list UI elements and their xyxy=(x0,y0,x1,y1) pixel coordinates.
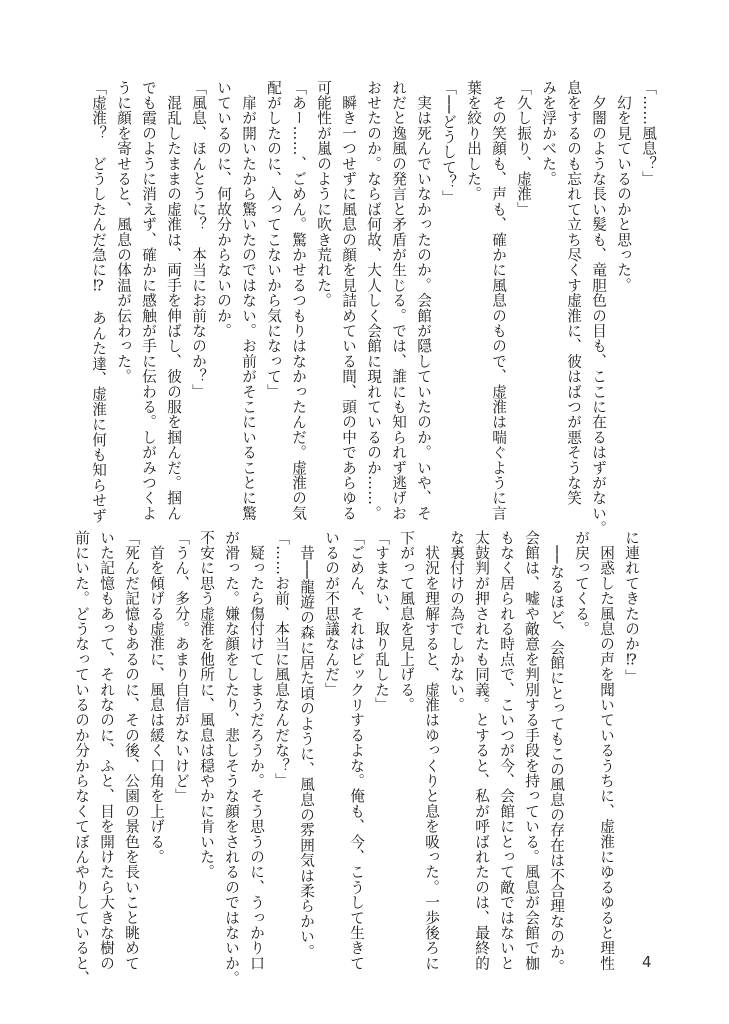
text-line: 瞬き一つせずに風息の顔を見詰めている間、頭の中であらゆる xyxy=(340,80,357,521)
text-line: 状況を理解すると、虚淮はゆっくりと息を吸った。一歩後ろに xyxy=(423,530,440,971)
text-line: もなく居られる時点で、こいつが今、会館にとって敵ではないと xyxy=(498,530,515,971)
text-line: 「すまない、取り乱した」 xyxy=(373,530,390,713)
text-line: 扉が開いたから驚いたのではない。お前がそこにいることに驚 xyxy=(240,80,257,521)
text-line: 息をするのも忘れて立ち尽くす虚淮に、彼はばつが悪そうな笑 xyxy=(565,80,582,506)
text-line: その笑顔も、声も、確かに風息のもので、虚淮は喘ぐように言 xyxy=(490,80,507,521)
text-line: 「久し振り、虚淮」 xyxy=(515,80,532,217)
text-line: いた記憶もあって、それなのに、ふと、目を開けたら大きな樹の xyxy=(98,530,115,971)
text-line: に連れてきたのか⁉」 xyxy=(623,530,640,685)
text-line: 「……お前、本当に風息なんだな？」 xyxy=(273,530,290,789)
text-line: おせたのか。ならば何故、大人しく会館に現れているのか……。 xyxy=(365,80,382,521)
text-line: 幻を見ているのかと思った。 xyxy=(615,80,632,293)
text-line: 前にいた。どうなっているのか分からなくてぼんやりしていると、 xyxy=(73,530,90,986)
text-line: 不安に思う虚淮を他所に、風息は穏やかに肯いた。 xyxy=(198,530,215,880)
text-line: 夕闇のような長い髪も、竜胆色の目も、ここに在るはずがない。 xyxy=(590,80,607,536)
text-line: 「……風息？」 xyxy=(640,80,657,187)
text-line: でも霞のように消えず、確かに感触が手に伝わる。しがみつくよ xyxy=(140,80,157,521)
text-line: 会館は、嘘や敵意を判別する手段を持っている。風息が会館で枷 xyxy=(523,530,540,971)
text-line: 「風息、ほんとうに？ 本当にお前なのか？」 xyxy=(190,80,207,400)
text-line: な裏付けの為でしかない。 xyxy=(448,530,465,713)
text-line: 「──どうして？」 xyxy=(440,80,457,206)
text-line: いるのが不思議なんだ」 xyxy=(323,530,340,698)
text-line: 昔──龍遊の森に居た頃のように、風息の雰囲気は柔らかい。 xyxy=(298,530,315,960)
text-line: 混乱したままの虚淮は、両手を伸ばし、彼の服を掴んだ。掴ん xyxy=(165,80,182,521)
text-line: 太鼓判が押されたも同義。とすると、私が呼ばれたのは、最終的 xyxy=(473,530,490,971)
text-line: みを浮かべた。 xyxy=(540,80,557,187)
text-line: 困惑した風息の声を聞いているうちに、虚淮にゆるゆると理性 xyxy=(598,530,615,971)
text-line: 下がって風息を見上げる。 xyxy=(398,530,415,713)
text-line: 可能性が嵐のように吹き荒れた。 xyxy=(315,80,332,308)
text-line: ──なるほど、会館にとってもこの風息の存在は不合理なのか。 xyxy=(548,530,565,975)
text-line: れだと逸風の発言と矛盾が生じる。では、誰にも知られず逃げお xyxy=(390,80,407,521)
text-line: 「虚淮？ どうしたんだ急に⁉ あんた達、虚淮に何も知らせず xyxy=(90,80,107,524)
lower-text-block xyxy=(69,530,644,986)
text-line: が戻ってくる。 xyxy=(573,530,590,637)
text-line: 「あー……、ごめん。驚かせるつもりはなかったんだ。虚淮の気 xyxy=(290,80,307,521)
text-line: 葉を絞り出した。 xyxy=(465,80,482,202)
text-line: 首を傾げる虚淮に、風息は緩く口角を上げる。 xyxy=(148,530,165,865)
text-line: いているのに、何故分からないのか。 xyxy=(215,80,232,339)
text-line: 実は死んでいなかったのか。会館が隠していたのか。いや、そ xyxy=(415,80,432,521)
text-line: 「うん、多分。あまり自信がないけど」 xyxy=(173,530,190,804)
upper-text-block xyxy=(86,80,661,536)
text-line: 配がしたのに、入ってこないから気になって」 xyxy=(265,80,282,400)
text-line: うに顔を寄せると、風息の体温が伝わった。 xyxy=(115,80,132,384)
text-line: 疑ったら傷付けてしまうだろうか。そう思うのに、うっかり口 xyxy=(248,530,265,971)
text-line: 「死んだ記憶もあるのに、その後、公園の景色を長いこと眺めて xyxy=(123,530,140,971)
page-number: 4 xyxy=(642,953,652,971)
text-line: が滑った。嫌な顔をしたり、悲しそうな顔をされるのではないか。 xyxy=(223,530,240,986)
text-line: 「ごめん、それはビックリするよな。俺も、今、こうして生きて xyxy=(348,530,365,971)
